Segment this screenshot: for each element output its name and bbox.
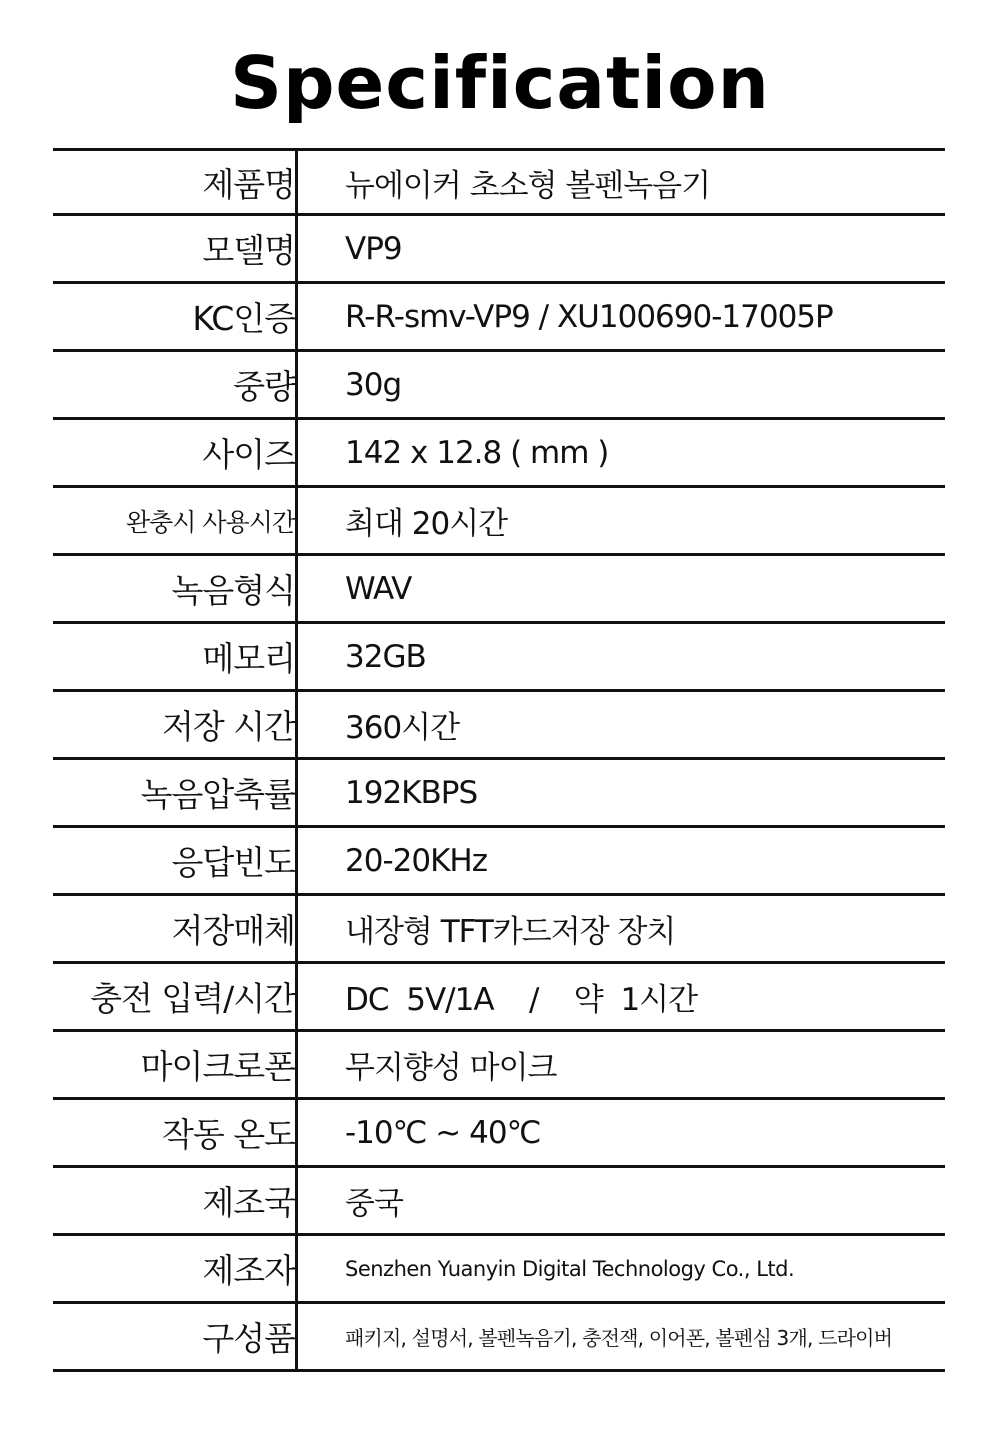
spec-row-battery-life (53, 488, 945, 556)
column-divider (295, 1100, 298, 1168)
spec-row-frequency-response (53, 828, 945, 896)
spec-row-kc-certification (53, 284, 945, 352)
column-divider (295, 151, 298, 216)
spec-row-components (53, 1304, 945, 1372)
spec-row-storage-time (53, 692, 945, 760)
column-divider (295, 964, 298, 1032)
spec-label: 저장 시간 (161, 707, 295, 746)
spec-label: 메모리 (202, 639, 295, 678)
spec-row-country (53, 1168, 945, 1236)
spec-row-model-name (53, 216, 945, 284)
spec-row-manufacturer (53, 1236, 945, 1304)
spec-label: 중량 (233, 367, 295, 406)
spec-table (53, 148, 945, 1372)
column-divider (295, 692, 298, 760)
spec-value: 최대 20시간 (345, 506, 508, 542)
column-divider (295, 216, 298, 284)
spec-value: Senzhen Yuanyin Digital Technology Co., Ltd. (345, 1256, 795, 1281)
spec-label: 저장매체 (171, 911, 295, 950)
column-divider (295, 284, 298, 352)
spec-row-storage-medium (53, 896, 945, 964)
column-divider (295, 760, 298, 828)
spec-row-recording-format (53, 556, 945, 624)
column-divider (295, 352, 298, 420)
spec-label: 제품명 (202, 164, 295, 204)
column-divider (295, 828, 298, 896)
spec-row-microphone (53, 1032, 945, 1100)
column-divider (295, 488, 298, 556)
column-divider (295, 896, 298, 964)
spec-label: 마이크로폰 (140, 1047, 295, 1086)
spec-value: WAV (345, 570, 412, 607)
spec-label: 녹음압축률 (140, 775, 295, 814)
page-title: Specification (230, 41, 770, 125)
column-divider (295, 1032, 298, 1100)
spec-label: 제조국 (202, 1183, 295, 1222)
spec-value: DC 5V/1A / 약 1시간 (345, 982, 698, 1018)
spec-row-size (53, 420, 945, 488)
spec-value: 20-20KHz (345, 842, 487, 879)
spec-value: R-R-smv-VP9 / XU100690-17005P (345, 298, 833, 335)
spec-value: 무지향성 마이크 (345, 1050, 557, 1086)
spec-row-product-name (53, 151, 945, 216)
column-divider (295, 1168, 298, 1236)
spec-value: 142 x 12.8 ( mm ) (345, 434, 609, 471)
spec-label: 사이즈 (202, 435, 295, 474)
spec-row-charging (53, 964, 945, 1032)
spec-value: 중국 (345, 1186, 403, 1222)
spec-value: VP9 (345, 230, 402, 267)
spec-label: 작동 온도 (161, 1115, 295, 1154)
spec-row-memory (53, 624, 945, 692)
column-divider (295, 1304, 298, 1372)
spec-label: 모델명 (202, 231, 295, 270)
spec-label: 완충시 사용시간 (126, 507, 295, 537)
spec-value: 패키지, 설명서, 볼펜녹음기, 충전잭, 이어폰, 볼펜심 3개, 드라이버 (345, 1326, 893, 1350)
spec-label: KC인증 (192, 299, 295, 338)
column-divider (295, 624, 298, 692)
spec-label: 녹음형식 (171, 571, 295, 610)
spec-label: 제조자 (202, 1251, 295, 1290)
spec-row-weight (53, 352, 945, 420)
column-divider (295, 556, 298, 624)
spec-label: 구성품 (202, 1319, 295, 1358)
spec-value: 내장형 TFT카드저장 장치 (345, 914, 676, 950)
spec-value: 뉴에이커 초소형 볼펜녹음기 (345, 167, 711, 204)
spec-row-operating-temperature (53, 1100, 945, 1168)
spec-value: -10℃ ~ 40℃ (345, 1114, 541, 1151)
spec-value: 360시간 (345, 710, 460, 746)
spec-label: 응답빈도 (171, 843, 295, 882)
spec-label: 충전 입력/시간 (90, 979, 295, 1018)
spec-value: 32GB (345, 638, 426, 675)
spec-value: 192KBPS (345, 774, 478, 811)
column-divider (295, 1236, 298, 1304)
column-divider (295, 420, 298, 488)
spec-row-compression-rate (53, 760, 945, 828)
spec-value: 30g (345, 366, 402, 403)
